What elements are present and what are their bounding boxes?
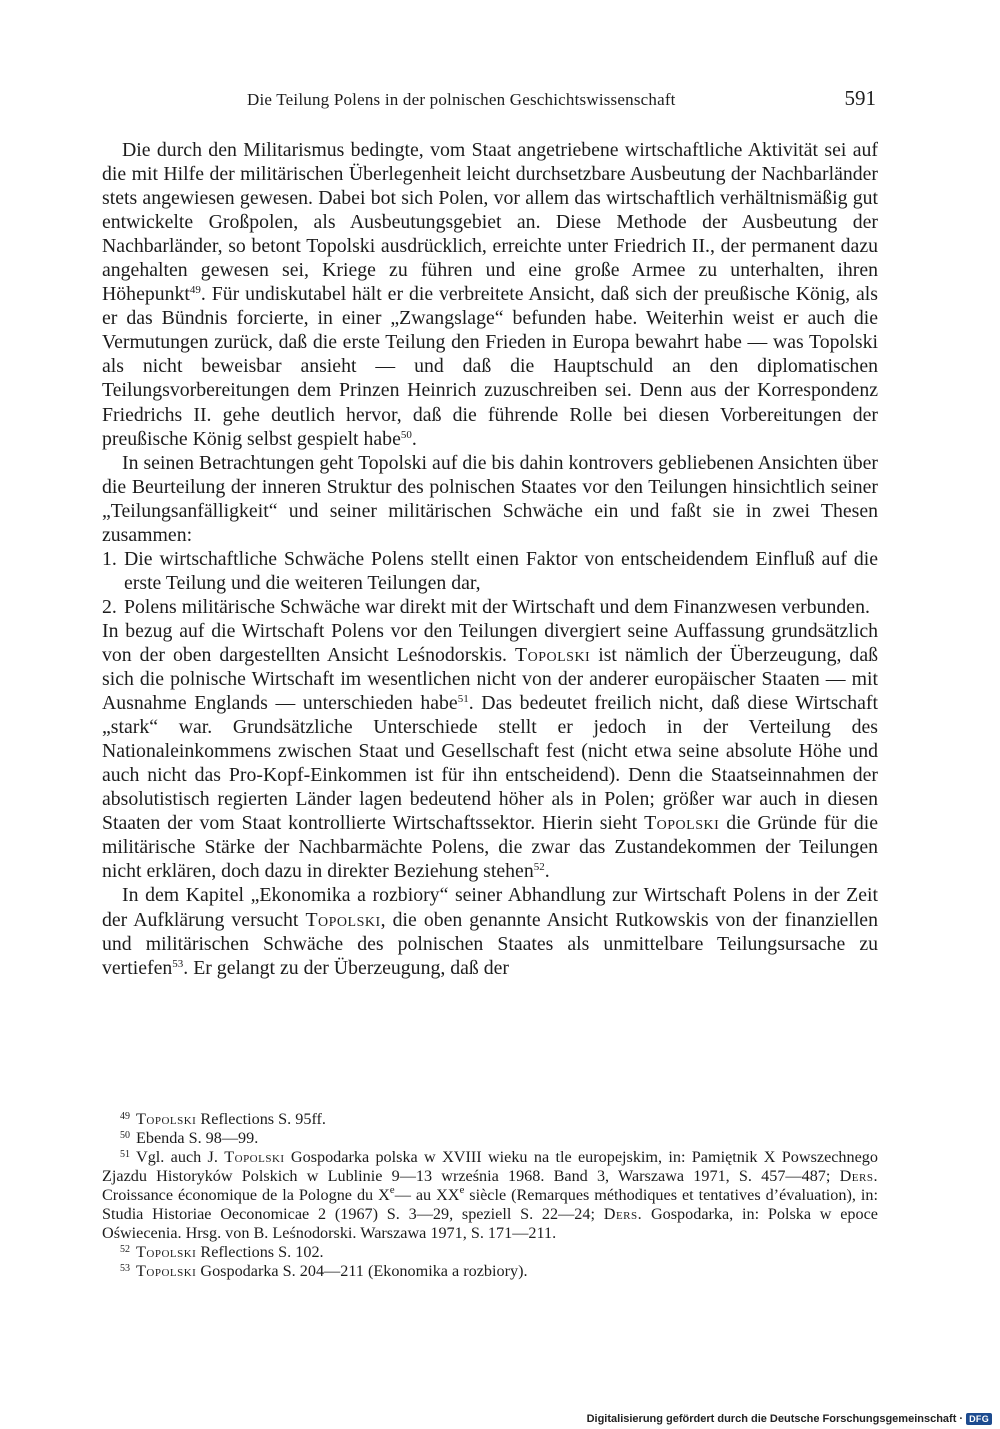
footnote-number: 51 (120, 1149, 130, 1160)
footnote-text: Croissance économique de la Pologne du X (102, 1186, 390, 1204)
footnote-ref-53: 53 (172, 957, 184, 970)
footnote-text: — au XX (394, 1186, 460, 1204)
thesis-text-2: Polens militärische Schwäche war direkt mit der Wirtschaft und dem Finanzwesen verbunden. (124, 595, 870, 618)
footnote-50 (102, 1129, 878, 1148)
author-name-smallcaps: Topolski (644, 812, 720, 835)
footnote-ref-51: 51 (457, 693, 469, 706)
footnote-number: 53 (120, 1263, 130, 1274)
footnote-number: 52 (120, 1244, 130, 1255)
paragraph-1 (102, 138, 878, 451)
paragraph-4-text-c: . Er gelangt zu der Überzeugung, daß der (183, 956, 510, 979)
footnote-text: Gospodarka S. 204—211 (Ekonomika a rozbiory). (196, 1262, 528, 1280)
author-name-smallcaps: Topolski (515, 643, 591, 666)
footnote-52 (102, 1243, 878, 1262)
thesis-number-1: 1. (102, 547, 117, 570)
footnote-text: Gospodarka, in: Polska w epoce Oświecenia. Hrsg. von B. Leśnodorski. Warszawa 1971, S. 171—211. (102, 1205, 878, 1242)
paragraph-1-text-b: . Für undiskutabel hält er die verbreitete Ansicht, daß sich der preußische König, als er das Bündnis forcierte, in einer „Zwangslage“ befunden habe. Weiterhin weist er auch die Vermutungen zurück, daß die erste Teilung den Frieden in Europa bewahrt habe — was Topolski als nicht beweisbar ansieht — und daß die Hauptschuld an den diplomatischen Teilungsvorbereitungen dem Prinzen Heinrich zuzuschreiben sei. Denn aus der Korrespondenz Friedrichs II. gehe deutlich hervor, daß die führende Rolle bei diesen Vorbereitungen der preußische König selbst gespielt habe (102, 283, 878, 450)
paragraph-3 (102, 619, 878, 884)
paragraph-4-text-b: , die oben genannte Ansicht Rutkowskis von der finanziellen und militärischen Schwäche des polnischen Staates als unmittelbare Teilungsursache zu vertiefen (102, 908, 878, 979)
paragraph-4 (102, 883, 878, 979)
footnote-51 (102, 1148, 878, 1243)
author-name-smallcaps: Topolski (136, 1243, 197, 1261)
footnote-text: siècle (Remarques méthodiques et tentatives d’évaluation), in: Studia Historiae Oeconomicae 2 (1967) S. 3—29, speziell S. 22—24; (102, 1186, 878, 1223)
footnote-ref-50: 50 (400, 428, 412, 441)
author-name-smallcaps: Topolski (136, 1262, 197, 1280)
digitization-credit (587, 1412, 992, 1426)
paragraph-1-text-c: . (411, 427, 417, 450)
page-number: 591 (844, 86, 876, 110)
superscript-e: e (389, 1184, 395, 1196)
thesis-item-2 (102, 595, 878, 619)
paragraph-4-text-a: In dem Kapitel „Ekonomika a rozbiory“ seiner Abhandlung zur Wirtschaft Polens in der Zeit der Aufklärung versucht (102, 884, 878, 931)
running-header (102, 86, 878, 116)
thesis-number-2: 2. (102, 595, 117, 618)
paragraph-2: In seinen Betrachtungen geht Topolski auf die bis dahin kontrovers gebliebenen Ansichten über die Beurteilung der inneren Struktur des polnischen Staates vor den Teilungen hinsichtlich seiner „Teilungsanfälligkeit“ und seiner militärischen Schwäche ein und faßt sie in zwei Thesen zusammen: (102, 451, 878, 546)
footnote-text: Ebenda S. 98—99. (136, 1129, 259, 1147)
footnotes (102, 1110, 878, 1281)
paragraph-3-text-d: die Gründe für die militärische Stärke der Nachbarmächte Polens, die zwar das Zustandekommen der Teilungen nicht erklären, doch dazu in direkter Beziehung stehen (102, 812, 878, 883)
paragraph-3-text-b: ist nämlich der Überzeugung, daß sich die polnische Wirtschaft im wesentlichen nicht von der anderer europäischer Staaten — mit Ausnahme Englands — unterschieden habe (102, 643, 878, 715)
superscript-e: e (459, 1184, 465, 1196)
footnote-text: Reflections S. 95ff. (196, 1110, 326, 1128)
footnote-ref-49: 49 (189, 284, 201, 297)
running-title: Die Teilung Polens in der polnischen Geschichtswissenschaft (247, 90, 676, 109)
footnote-text: Gospodarka polska w XVIII wieku na tle europejskim, in: Pamiętnik X Powszechnego Zjazdu Historyków Polskich w Lublinie 9—13 września 1968. Band 3, Warszawa 1971, S. 457—487; (102, 1148, 878, 1185)
footnote-number: 50 (120, 1130, 130, 1141)
footnote-ref-52: 52 (533, 861, 545, 874)
body-text (102, 138, 878, 980)
footnote-text: Vgl. auch J. (136, 1148, 225, 1166)
author-name-smallcaps: Topolski (305, 908, 381, 931)
thesis-item-1 (102, 547, 878, 595)
thesis-text-1: Die wirtschaftliche Schwäche Polens stellt einen Faktor von entscheidendem Einfluß auf die erste Teilung und die weiteren Teilungen dar, (124, 547, 878, 594)
paragraph-3-text-c: . Das bedeutet freilich nicht, daß diese Wirtschaft „stark“ war. Grundsätzliche Unterschiede stellt er jedoch in der Verteilung des Nationaleinkommens zwischen Staat und Gesellschaft fest (nicht etwa seine absolute Höhe und auch nicht das Pro-Kopf-Einkommen ist für ihn entscheidend). Denn die Staatseinnahmen der absolutistisch regierten Länder lagen bedeutend höher als in Polen; größer war auch in diesen Staaten der vom Staat kontrollierte Wirtschaftssektor. Hierin sieht (102, 692, 878, 835)
dfg-logo: DFG (966, 1413, 992, 1425)
author-name-smallcaps: Ders. (839, 1167, 878, 1185)
paragraph-1-text-a: Die durch den Militarismus bedingte, vom Staat angetriebene wirtschaftliche Aktivität sei auf die mit Hilfe der militärischen Überlegenheit leicht durchsetzbare Ausbeutung der Nachbarländer stets angewiesen gewesen. Dabei bot sich Polen, vor allem das wirtschaftlich verhältnismäßig gut entwickelte Großpolen, als Ausbeutungsgebiet an. Diese Methode der Ausbeutung der Nachbarländer, so betont Topolski ausdrücklich, erreichte unter Friedrich II., der permanent dazu angehalten gewesen sei, Kriege zu führen und eine große Armee zu unterhalten, ihren Höhepunkt (102, 139, 878, 306)
footnote-number: 49 (120, 1111, 130, 1122)
footnote-text: Reflections S. 102. (196, 1243, 324, 1261)
footnote-49 (102, 1110, 878, 1129)
footnote-53 (102, 1262, 878, 1281)
author-name-smallcaps: Topolski (136, 1110, 197, 1128)
credit-text: Digitalisierung gefördert durch die Deutsche Forschungsgemeinschaft · (586, 1413, 964, 1425)
paragraph-3-text-e: . (544, 860, 550, 883)
author-name-smallcaps: Ders. (603, 1205, 643, 1223)
paragraph-3-text-a: In bezug auf die Wirtschaft Polens vor den Teilungen divergiert seine Auffassung grundsätzlich von der oben dargestellten Ansicht Leśnodorskis. (102, 619, 878, 666)
author-name-smallcaps: Topolski (224, 1148, 285, 1166)
